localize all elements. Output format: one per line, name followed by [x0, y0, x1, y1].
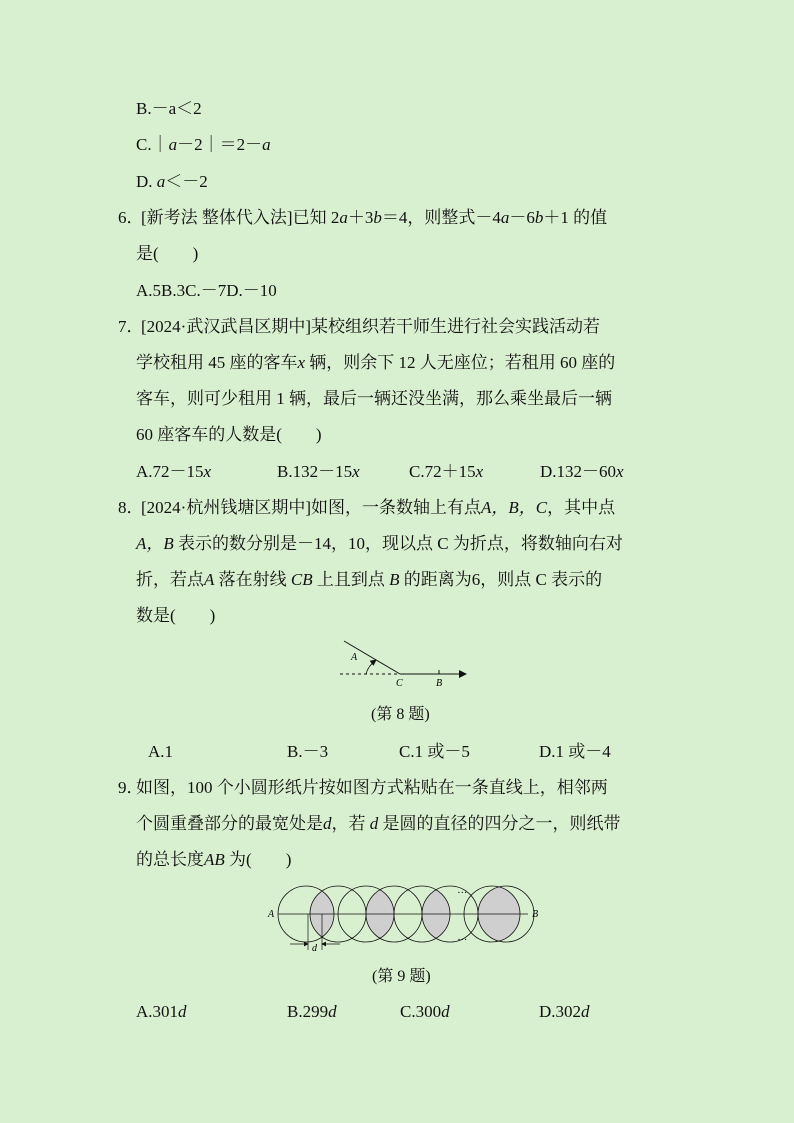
q9-label-a: A — [268, 909, 275, 920]
q9-stem-line2: 个圆重叠部分的最宽处是d，若 d 是圆的直径的四分之一，则纸带 — [136, 814, 621, 833]
q9-dots-bottom: … — [458, 932, 467, 943]
q8-label-b: B — [436, 678, 443, 689]
q7-number: 7． — [118, 317, 144, 336]
q7-stem-line2: 学校租用 45 座的客车x 辆，则余下 12 人无座位；若租用 60 座的 — [136, 353, 616, 372]
q5-option-c: C.｜a－2｜＝2－a — [136, 135, 271, 154]
q9-option-b: B.299d — [287, 1002, 337, 1021]
q9-figure — [262, 884, 548, 954]
q7-option-b: B.132－15x — [277, 462, 360, 481]
q8-option-a: A.1 — [148, 742, 174, 761]
q7-stem-line1: [2024·武汉武昌区期中]某校组织若干师生进行社会实践活动若 — [141, 317, 600, 336]
q8-stem-line4: 数是( ) — [136, 606, 216, 625]
q8-label-c: C — [396, 678, 403, 689]
q8-stem-line3: 折，若点A 落在射线 CB 上且到点 B 的距离为6，则点 C 表示的 — [136, 570, 603, 589]
q7-option-a: A.72－15x — [136, 462, 212, 481]
q6-stem-line2: 是( ) — [136, 244, 199, 263]
q6-options: A.5B.3C.－7D.－10 — [136, 281, 277, 300]
q9-label-d: d — [312, 943, 317, 954]
q6-number: 6． — [118, 208, 144, 227]
q9-option-a: A.301d — [136, 1002, 187, 1021]
q9-stem-line1: 如图，100 个小圆形纸片按如图方式粘贴在一条直线上，相邻两 — [136, 778, 608, 797]
q9-label-b: B — [532, 909, 539, 920]
q9-caption: (第 9 题) — [372, 968, 431, 985]
q8-figure — [330, 636, 480, 690]
q7-stem-line4: 60 座客车的人数是( ) — [136, 425, 322, 444]
q9-stem-line3: 的总长度AB 为( ) — [136, 850, 292, 869]
q8-stem-line1: [2024·杭州钱塘区期中]如图，一条数轴上有点A，B，C，其中点 — [141, 498, 616, 517]
q8-option-b: B.－3 — [287, 742, 329, 761]
q7-stem-line3: 客车，则可少租用 1 辆，最后一辆还没坐满，那么乘坐最后一辆 — [136, 389, 612, 408]
q5-option-b: B.－a＜2 — [136, 99, 202, 118]
q8-option-c: C.1 或－5 — [399, 742, 470, 761]
q8-fold-arrow — [366, 660, 376, 674]
q6-stem-line1: [新考法 整体代入法]已知 2a＋3b＝4，则整式－4a－6b＋1 的值 — [141, 208, 608, 227]
q8-number: 8． — [118, 498, 144, 517]
q8-option-d: D.1 或－4 — [539, 742, 611, 761]
q5-option-d: D. a＜－2 — [136, 172, 208, 191]
q8-label-a: A — [351, 652, 358, 663]
q7-option-d: D.132－60x — [540, 462, 624, 481]
q9-number: 9． — [118, 778, 144, 797]
q9-dots-top: … — [458, 885, 467, 896]
q7-option-c: C.72＋15x — [409, 462, 484, 481]
q9-option-d: D.302d — [539, 1002, 590, 1021]
q9-option-c: C.300d — [400, 1002, 450, 1021]
q8-stem-line2: A，B 表示的数分别是－14，10，现以点 C 为折点，将数轴向右对 — [136, 534, 623, 553]
q8-caption: (第 8 题) — [371, 706, 430, 723]
